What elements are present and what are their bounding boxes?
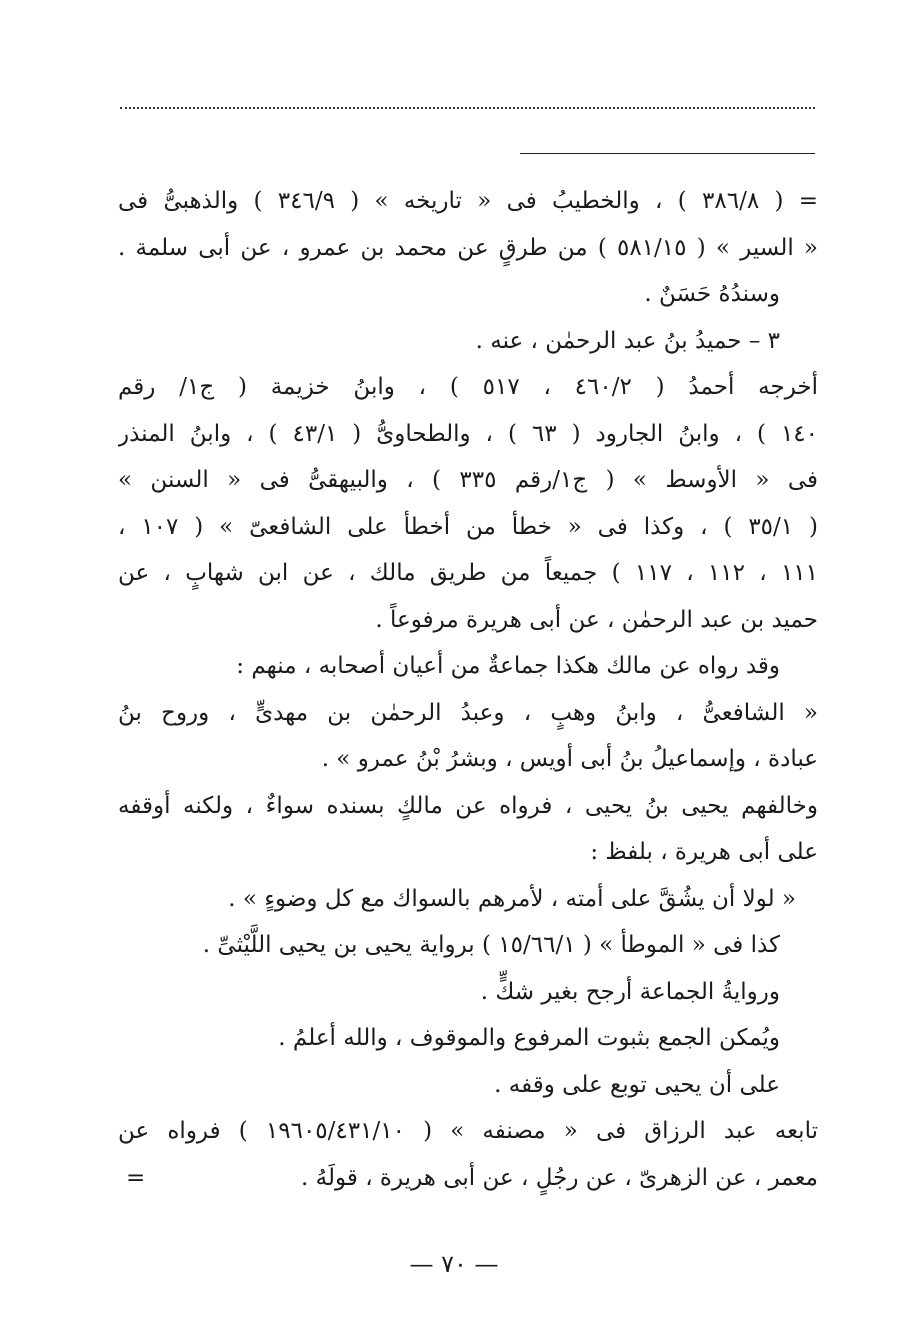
- text-line-7: فى « الأوسط » ( ج١/رقم ٣٣٥ ) ، والبيهقىُّ فى « السنن »: [118, 467, 818, 493]
- text-line-16: « لولا أن يشُقَّ على أمته ، لأمرهم بالسواك مع كل وضوءٍ » .: [228, 885, 796, 912]
- text-line-22-content: معمر ، عن الزهرىّ ، عن رجُلٍ ، عن أبى هريرة ، قولَهُ .: [301, 1164, 818, 1191]
- text-line-22: [118, 1155, 818, 1202]
- top-dotted-rule: [120, 107, 815, 109]
- text-line-11: وقد رواه عن مالك هكذا جماعةٌ من أعيان أصحابه ، منهم :: [236, 653, 780, 679]
- footnote-text-block: [118, 178, 818, 1201]
- text-line-19: ويُمكن الجمع بثبوت المرفوع والموقوف ، والله أعلمُ .: [278, 1025, 780, 1051]
- text-line-14: وخالفهم يحيى بنُ يحيى ، فرواه عن مالكٍ بسنده سواءٌ ، ولكنه أوقفه: [118, 792, 818, 819]
- text-line-12: « الشافعىُّ ، وابنُ وهبٍ ، وعبدُ الرحمٰن بن مهدىٍّ ، وروح بنُ: [118, 699, 818, 726]
- text-line-13: عبادة ، وإسماعيلُ بنُ أبى أويس ، وبشرُ بْنُ عمرو » .: [321, 746, 818, 772]
- text-line-21: تابعه عبد الرزاق فى « مصنفه » ( ١٩٦٠٥/٤٣١/١٠ ) فرواه عن: [118, 1118, 818, 1144]
- text-line-20: على أن يحيى توبع على وقفه .: [494, 1071, 780, 1098]
- text-line-17: كذا فى « الموطأ » ( ١٥/٦٦/١ ) برواية يحيى بن يحيى اللَّيْثىِّ .: [202, 932, 780, 958]
- text-line-6: ١٤٠ ) ، وابنُ الجارود ( ٦٣ ) ، والطحاوىُّ ( ٤٣/١ ) ، وابنُ المنذر: [118, 420, 818, 447]
- text-line-18: وروايةُ الجماعة أرجح بغير شكٍّ .: [480, 978, 780, 1005]
- footnote-separator-rule: [520, 153, 815, 154]
- text-line-9: ١١١ ، ١١٢ ، ١١٧ ) جميعاً من طريق مالك ، عن ابن شهابٍ ، عن: [118, 560, 818, 586]
- text-line-4: ٣ – حميدُ بنُ عبد الرحمٰن ، عنه .: [475, 327, 780, 354]
- text-line-3: وسندُهُ حَسَنٌ .: [644, 281, 780, 307]
- page-number: — ٧٠ —: [409, 1250, 499, 1278]
- text-line-2: « السير » ( ٥٨١/١٥ ) من طرقٍ عن محمد بن عمرو ، عن أبى سلمة .: [118, 234, 818, 261]
- continuation-mark: =: [126, 1164, 146, 1191]
- text-line-1: = ( ٣٨٦/٨ ) ، والخطيبُ فى « تاريخه » ( ٣٤٦/٩ ) والذهبىُّ فى: [118, 188, 818, 214]
- text-line-8: ( ٣٥/١ ) ، وكذا فى « خطأ من أخطأ على الشافعىّ » ( ١٠٧ ،: [118, 513, 818, 540]
- text-line-15: على أبى هريرة ، بلفظ :: [590, 839, 818, 865]
- text-line-10: حميد بن عبد الرحمٰن ، عن أبى هريرة مرفوعاً .: [375, 606, 818, 633]
- text-line-5: أخرجه أحمدُ ( ٤٦٠/٢ ، ٥١٧ ) ، وابنُ خزيمة ( ج١/ رقم: [118, 374, 818, 400]
